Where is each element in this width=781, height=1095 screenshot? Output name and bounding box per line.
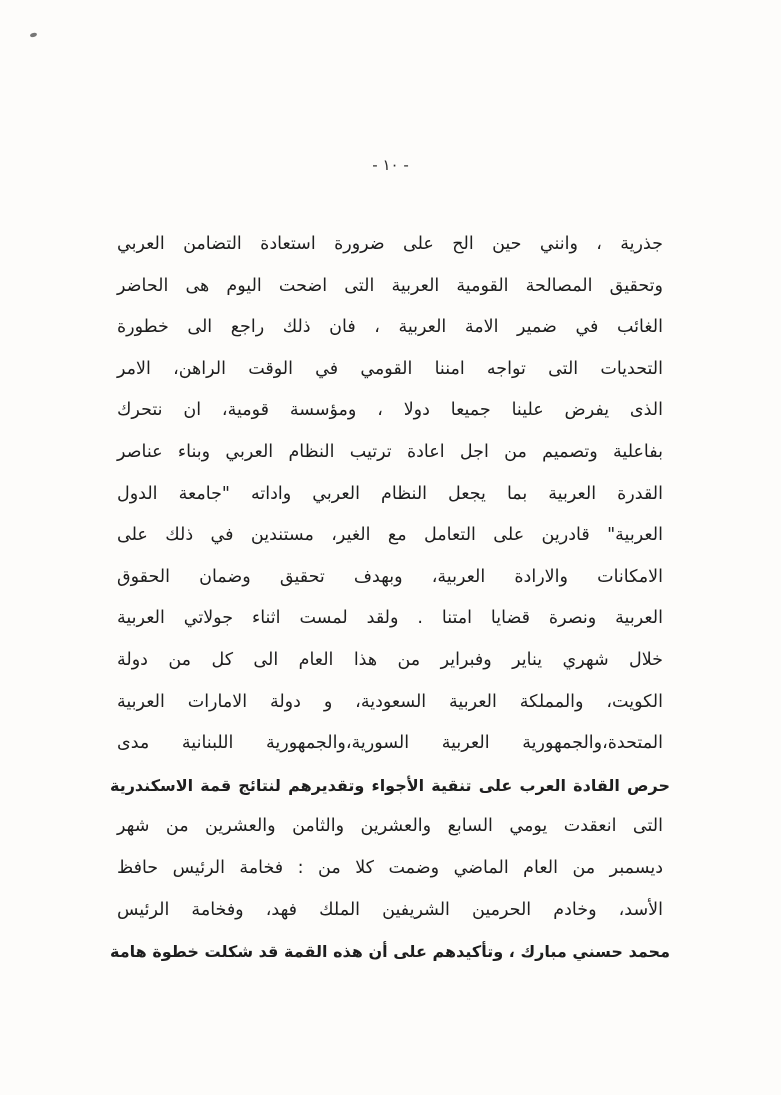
text-line: المتحدة،والجمهورية العربية السورية،والجمهورية اللبنانية مدى (117, 733, 663, 754)
text-line: العربية" قادرين على التعامل مع الغير، مستندين في ذلك على (117, 525, 663, 546)
text-line: خلال شهري يناير وفبراير من هذا العام الى كل من دولة (117, 649, 663, 670)
text-line: الغائب في ضمير الامة العربية ، فان ذلك راجع الى خطورة (117, 317, 663, 338)
text-line: جذرية ، وانني حين الح على ضرورة استعادة التضامن العربي (117, 234, 663, 254)
scan-artifact (30, 32, 38, 37)
text-line-inserted: محمد حسني مبارك ، وتأكيدهم على أن هذه القمة قد شكلت خطوة هامة (110, 942, 670, 962)
page-number: - ١٠ - (372, 156, 409, 174)
text-line-inserted: حرص القادة العرب على تنقية الأجواء وتقديرهم لنتائج قمة الاسكندرية (110, 775, 670, 795)
text-line: الذى يفرض علينا جميعا دولا ، ومؤسسة قومية، ان نتحرك (117, 400, 663, 421)
text-line: الامكانات والارادة العربية، وبهدف تحقيق وضمان الحقوق (117, 566, 663, 587)
text-line: وتحقيق المصالحة القومية العربية التى اضحت اليوم هى الحاضر (117, 275, 663, 296)
text-line: العربية ونصرة قضايا امتنا . ولقد لمست اثناء جولاتي العربية (117, 608, 663, 629)
body-text (110, 224, 670, 973)
text-line: الكويت، والمملكة العربية السعودية، و دولة الامارات العربية (117, 691, 663, 712)
text-line: الأسد، وخادم الحرمين الشريفين الملك فهد، وفخامة الرئيس (117, 899, 663, 920)
text-line: ديسمبر من العام الماضي وضمت كلا من : فخامة الرئيس حافظ (117, 857, 663, 878)
text-line: القدرة العربية بما يجعل النظام العربي واداته "جامعة الدول (117, 483, 663, 504)
text-line: بفاعلية وتصميم من اجل اعادة ترتيب النظام العربي وبناء عناصر (117, 441, 663, 462)
text-line: التى انعقدت يومي السابع والعشرين والثامن والعشرين من شهر (117, 816, 663, 837)
text-line: التحديات التى تواجه امننا القومي في الوقت الراهن، الامر (117, 358, 663, 379)
